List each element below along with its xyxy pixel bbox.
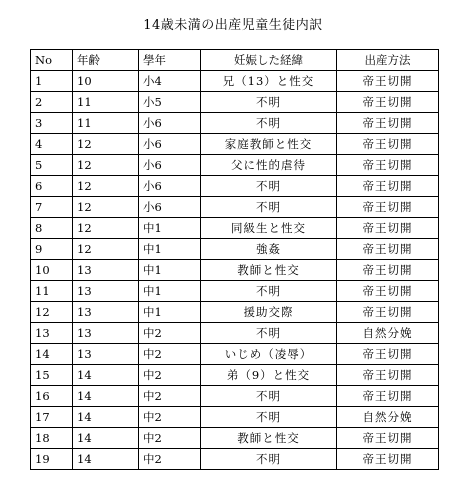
cell-delivery-method: 帝王切開 <box>337 344 439 365</box>
cell-age: 10 <box>73 71 139 92</box>
cell-circumstance: 不明 <box>201 113 337 134</box>
header-grade: 學年 <box>139 50 201 71</box>
cell-delivery-method: 帝王切開 <box>337 197 439 218</box>
cell-no: 13 <box>31 323 73 344</box>
cell-circumstance: 不明 <box>201 323 337 344</box>
cell-grade: 小4 <box>139 71 201 92</box>
cell-age: 14 <box>73 428 139 449</box>
cell-no: 7 <box>31 197 73 218</box>
table-row <box>31 260 439 281</box>
header-circumstance: 妊娠した経緯 <box>201 50 337 71</box>
cell-delivery-method: 帝王切開 <box>337 134 439 155</box>
table-row <box>31 113 439 134</box>
cell-age: 12 <box>73 197 139 218</box>
cell-circumstance: 父に性的虐待 <box>201 155 337 176</box>
table-row <box>31 197 439 218</box>
cell-no: 5 <box>31 155 73 176</box>
cell-age: 14 <box>73 407 139 428</box>
cell-no: 2 <box>31 92 73 113</box>
cell-age: 12 <box>73 134 139 155</box>
cell-no: 8 <box>31 218 73 239</box>
table-row <box>31 407 439 428</box>
table-row <box>31 302 439 323</box>
cell-delivery-method: 自然分娩 <box>337 323 439 344</box>
table-row <box>31 134 439 155</box>
cell-circumstance: 不明 <box>201 281 337 302</box>
cell-grade: 中1 <box>139 260 201 281</box>
table-row <box>31 365 439 386</box>
table-row <box>31 176 439 197</box>
cell-age: 11 <box>73 92 139 113</box>
table-row <box>31 344 439 365</box>
header-age: 年齢 <box>73 50 139 71</box>
cell-age: 14 <box>73 386 139 407</box>
cell-age: 12 <box>73 239 139 260</box>
cell-circumstance: 不明 <box>201 176 337 197</box>
cell-delivery-method: 帝王切開 <box>337 218 439 239</box>
cell-grade: 小6 <box>139 155 201 176</box>
cell-circumstance: 同級生と性交 <box>201 218 337 239</box>
cell-grade: 中2 <box>139 449 201 470</box>
cell-no: 3 <box>31 113 73 134</box>
cell-grade: 中2 <box>139 407 201 428</box>
table-row <box>31 281 439 302</box>
cell-circumstance: 教師と性交 <box>201 260 337 281</box>
table-row <box>31 449 439 470</box>
cell-delivery-method: 帝王切開 <box>337 386 439 407</box>
cell-no: 19 <box>31 449 73 470</box>
cell-circumstance: 強姦 <box>201 239 337 260</box>
cell-delivery-method: 帝王切開 <box>337 281 439 302</box>
cell-delivery-method: 帝王切開 <box>337 302 439 323</box>
page-title: 14歳未満の出産児童生徒内訳 <box>143 18 323 33</box>
cell-grade: 小6 <box>139 197 201 218</box>
cell-circumstance: 兄（13）と性交 <box>201 71 337 92</box>
cell-circumstance: 不明 <box>201 197 337 218</box>
cell-age: 14 <box>73 449 139 470</box>
cell-no: 4 <box>31 134 73 155</box>
cell-circumstance: いじめ（凌辱） <box>201 344 337 365</box>
cell-delivery-method: 帝王切開 <box>337 155 439 176</box>
table-row <box>31 239 439 260</box>
table-row <box>31 323 439 344</box>
header-no: No <box>31 50 73 71</box>
cell-delivery-method: 帝王切開 <box>337 113 439 134</box>
cell-grade: 中2 <box>139 428 201 449</box>
cell-grade: 中2 <box>139 344 201 365</box>
cell-no: 12 <box>31 302 73 323</box>
cell-age: 12 <box>73 176 139 197</box>
table-header-row <box>31 50 439 71</box>
header-delivery-method: 出産方法 <box>337 50 439 71</box>
cell-circumstance: 不明 <box>201 92 337 113</box>
cell-age: 13 <box>73 260 139 281</box>
cell-grade: 中2 <box>139 365 201 386</box>
cell-circumstance: 弟（9）と性交 <box>201 365 337 386</box>
cell-no: 11 <box>31 281 73 302</box>
cell-no: 15 <box>31 365 73 386</box>
cell-age: 12 <box>73 218 139 239</box>
cell-no: 1 <box>31 71 73 92</box>
cell-grade: 中1 <box>139 302 201 323</box>
cell-age: 13 <box>73 344 139 365</box>
cell-circumstance: 不明 <box>201 449 337 470</box>
cell-circumstance: 不明 <box>201 386 337 407</box>
cell-delivery-method: 帝王切開 <box>337 260 439 281</box>
cell-no: 10 <box>31 260 73 281</box>
cell-age: 13 <box>73 323 139 344</box>
cell-age: 13 <box>73 302 139 323</box>
cell-delivery-method: 帝王切開 <box>337 71 439 92</box>
cell-delivery-method: 帝王切開 <box>337 92 439 113</box>
cell-grade: 中2 <box>139 386 201 407</box>
table-row <box>31 218 439 239</box>
table-body <box>31 71 439 470</box>
cell-circumstance: 不明 <box>201 407 337 428</box>
cell-no: 6 <box>31 176 73 197</box>
cell-delivery-method: 帝王切開 <box>337 428 439 449</box>
cell-age: 13 <box>73 281 139 302</box>
cell-no: 18 <box>31 428 73 449</box>
cell-delivery-method: 帝王切開 <box>337 176 439 197</box>
cell-age: 14 <box>73 365 139 386</box>
cell-delivery-method: 帝王切開 <box>337 449 439 470</box>
cell-grade: 中1 <box>139 281 201 302</box>
cell-grade: 中1 <box>139 218 201 239</box>
table-row <box>31 428 439 449</box>
cell-age: 12 <box>73 155 139 176</box>
cell-grade: 小6 <box>139 134 201 155</box>
cell-age: 11 <box>73 113 139 134</box>
cell-delivery-method: 帝王切開 <box>337 365 439 386</box>
cell-circumstance: 教師と性交 <box>201 428 337 449</box>
cell-delivery-method: 帝王切開 <box>337 239 439 260</box>
cell-grade: 中1 <box>139 239 201 260</box>
cell-circumstance: 家庭教師と性交 <box>201 134 337 155</box>
cell-no: 17 <box>31 407 73 428</box>
cell-circumstance: 援助交際 <box>201 302 337 323</box>
cell-no: 14 <box>31 344 73 365</box>
cell-grade: 中2 <box>139 323 201 344</box>
table-row <box>31 386 439 407</box>
cell-delivery-method: 自然分娩 <box>337 407 439 428</box>
table-row <box>31 71 439 92</box>
cell-no: 16 <box>31 386 73 407</box>
cell-no: 9 <box>31 239 73 260</box>
births-table <box>30 49 439 470</box>
cell-grade: 小6 <box>139 176 201 197</box>
cell-grade: 小6 <box>139 113 201 134</box>
table-row <box>31 155 439 176</box>
cell-grade: 小5 <box>139 92 201 113</box>
table-row <box>31 92 439 113</box>
